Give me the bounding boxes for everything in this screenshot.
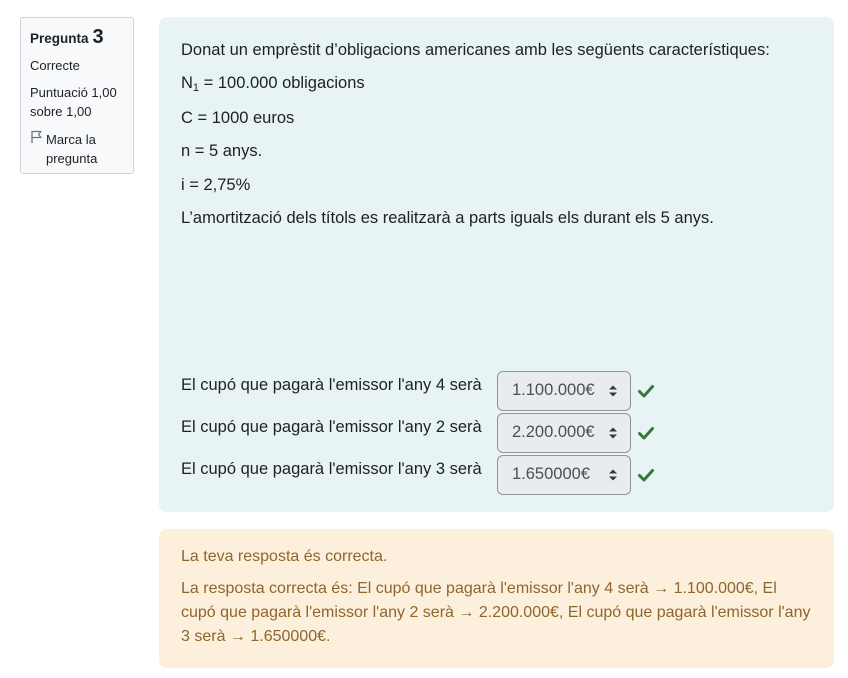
correct-check-icon: [637, 424, 655, 442]
statement-n1: [181, 74, 812, 95]
statement-i: i = 2,75%: [181, 175, 251, 194]
answer-row: [181, 413, 655, 453]
answer-label: El cupó que pagarà l'emissor l'any 2 serà: [181, 418, 482, 437]
n1-value: = 100.000 obligacions: [199, 74, 365, 93]
question-info-panel: [20, 17, 134, 174]
answer-select[interactable]: [497, 455, 631, 495]
question-heading: [30, 26, 125, 49]
question-label: Pregunta: [30, 31, 89, 46]
answer-label: El cupó que pagarà l'emissor l'any 4 serà: [181, 376, 482, 395]
answer-label: El cupó que pagarà l'emissor l'any 3 serà: [181, 460, 482, 479]
correct-check-icon: [637, 382, 655, 400]
question-formulation: [159, 17, 834, 512]
statement-intro: Donat un emprèstit d’obligacions americanes amb les següents característiques:: [181, 41, 770, 59]
statement-c: C = 1000 euros: [181, 108, 295, 127]
select-arrows-icon: [608, 468, 618, 482]
flag-question-label: Marca la pregunta: [46, 132, 98, 166]
question-state: Correcte: [30, 58, 80, 73]
feedback-panel: [159, 529, 834, 668]
statement-amortization: L’amortització dels títols es realitzarà a parts iguals els durant els 5 anys.: [181, 208, 714, 227]
answer-select[interactable]: [497, 413, 631, 453]
statement-n: n = 5 anys.: [181, 142, 263, 161]
n1-subscript: 1: [192, 82, 200, 95]
n1-variable: N: [181, 74, 193, 93]
flag-icon: [30, 130, 44, 168]
answer-selected-value: 1.650000€: [512, 465, 590, 484]
question-grade: Puntuació 1,00 sobre 1,00: [30, 85, 117, 119]
general-feedback: La teva resposta és correcta.: [181, 548, 388, 565]
answer-selected-value: 1.100.000€: [512, 381, 595, 400]
select-arrows-icon: [608, 426, 618, 440]
answer-row: [181, 455, 655, 495]
answer-list: [181, 371, 655, 497]
answer-row: [181, 371, 655, 411]
flag-question-link[interactable]: [30, 130, 125, 168]
correct-check-icon: [637, 466, 655, 484]
answer-select[interactable]: [497, 371, 631, 411]
question-number: 3: [92, 26, 104, 48]
select-arrows-icon: [608, 384, 618, 398]
answer-selected-value: 2.200.000€: [512, 423, 595, 442]
right-answer-text: La resposta correcta és: El cupó que pagarà l'emissor l'any 4 serà → 1.100.000€, El cupó que pagarà l'emissor l'any 2 serà → 2.200.000€, El cupó que pagarà l'emissor l'any 3 serà → 1.650000€.: [181, 580, 811, 645]
